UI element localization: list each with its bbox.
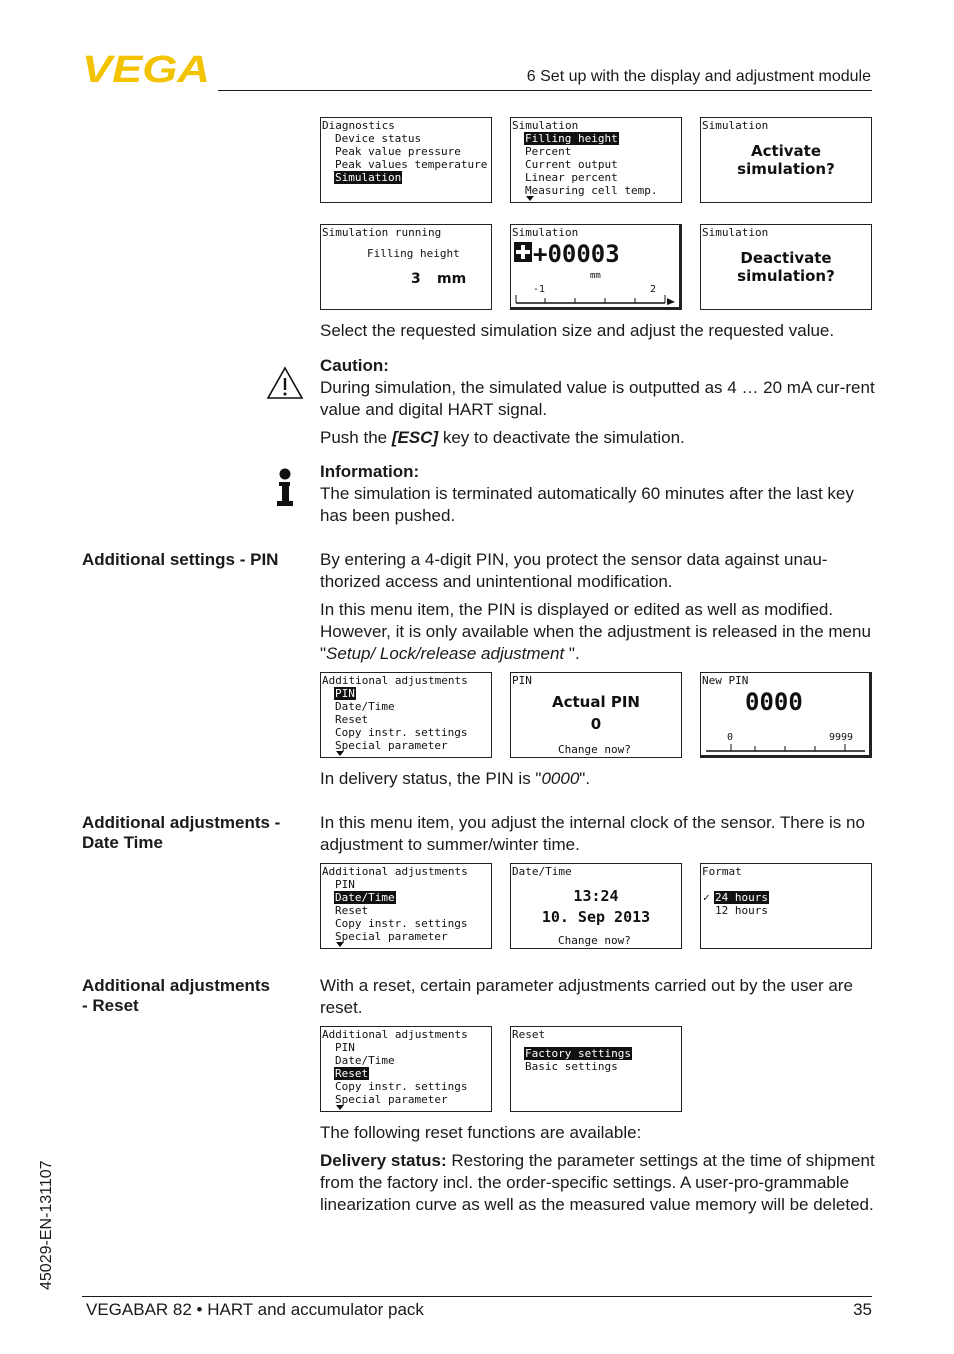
screen-activate: Simulation Activate simulation? [700, 117, 872, 203]
header-section-title: 6 Set up with the display and adjustment module [526, 68, 871, 85]
reset-heading: Additional adjustments - Reset [82, 976, 270, 1015]
pin-heading: Additional settings - PIN [82, 550, 279, 569]
date-paragraph: In this menu item, you adjust the internal clock of the sensor. There is no adjustment to summer/winter time. [320, 813, 865, 854]
push-esc-text: Push the [ESC] key to deactivate the simulation. [320, 428, 685, 447]
screen-pin: PIN Actual PIN 0 Change now? [510, 672, 682, 758]
screen-adj-menu-date: Additional adjustments PIN Date/Time Reset Copy instr. settings Special parameter [320, 863, 492, 949]
scroll-down-icon [336, 942, 344, 947]
screen-simulation-menu: Simulation Filling height Percent Current output Linear percent Measuring cell temp. [510, 117, 682, 203]
screen-deactivate: Simulation Deactivate simulation? [700, 224, 872, 310]
footer-rule [82, 1296, 872, 1297]
screen-format: Format ✓ 24 hours 12 hours [700, 863, 872, 949]
date-heading: Additional adjustments - Date Time [82, 813, 281, 852]
pin-delivery-text: In delivery status, the PIN is "0000". [320, 769, 591, 788]
screen-new-pin: New PIN 0000 0 9999 [700, 672, 872, 758]
screen-date-time: Date/Time 13:24 10. Sep 2013 Change now? [510, 863, 682, 949]
scroll-down-icon [336, 1105, 344, 1110]
warning-triangle-icon [266, 366, 304, 400]
reset-functions-text: The following reset functions are available: [320, 1123, 642, 1142]
caution-body: During simulation, the simulated value is outputted as 4 … 20 mA cur-rent value and digital HART signal. [320, 378, 875, 419]
scale-bar [515, 291, 679, 305]
caution-title: Caution: [320, 356, 389, 375]
scroll-down-icon [526, 196, 534, 201]
screen-reset: Reset Factory settings Basic settings [510, 1026, 682, 1112]
scale-bar [705, 739, 869, 753]
pin-paragraph-1: By entering a 4-digit PIN, you protect the sensor data against unau-thorized access and unintentional modification. [320, 550, 828, 591]
svg-text:VEGA: VEGA [82, 52, 210, 84]
info-icon [276, 468, 294, 508]
reset-paragraph: With a reset, certain parameter adjustments carried out by the user are reset. [320, 976, 853, 1017]
plus-sign-icon [513, 241, 533, 263]
screen-adj-menu-reset: Additional adjustments PIN Date/Time Reset Copy instr. settings Special parameter [320, 1026, 492, 1112]
delivery-status-text: Delivery status: Restoring the parameter settings at the time of shipment from the factory incl. the order-specific settings. A user-pro-grammable linearization curve as well as the measured value memory will be deleted. [320, 1151, 875, 1214]
info-body: The simulation is terminated automatically 60 minutes after the last key has been pushed. [320, 484, 854, 525]
select-sim-text: Select the requested simulation size and adjust the requested value. [320, 321, 835, 340]
scroll-down-icon [336, 751, 344, 756]
screen-diagnostics: Diagnostics Device status Peak value pressure Peak values temperature Simulation [320, 117, 492, 203]
info-title: Information: [320, 462, 420, 481]
screen-adj-menu-pin: Additional adjustments PIN Date/Time Reset Copy instr. settings Special parameter [320, 672, 492, 758]
check-icon: ✓ [703, 891, 710, 904]
header-rule [218, 90, 872, 91]
screen-sim-editor: Simulation +00003 mm -1 2 [510, 224, 682, 310]
document-id: 45029-EN-131107 [38, 1160, 55, 1290]
footer-product: VEGABAR 82 • HART and accumulator pack [86, 1300, 424, 1319]
vega-logo [82, 52, 212, 84]
screen-sim-running: Simulation running Filling height 3 mm [320, 224, 492, 310]
pin-paragraph-2: In this menu item, the PIN is displayed or edited as well as modified. However, it is only available when the adjustment is released in the menu "Setup/ Lock/release adjustment ". [320, 600, 871, 663]
page-number: 35 [853, 1300, 872, 1319]
